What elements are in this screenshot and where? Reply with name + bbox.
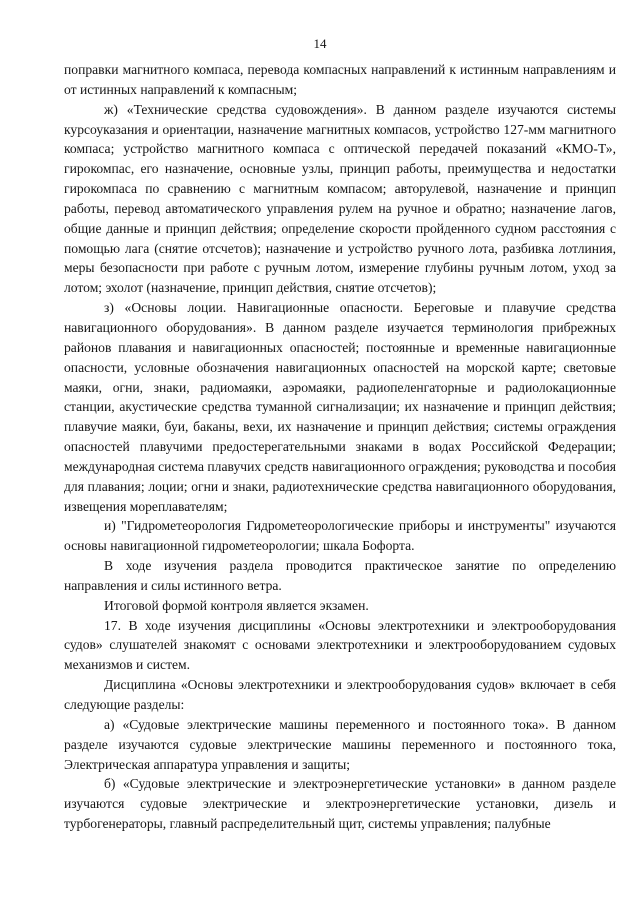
- paragraph-4: и) "Гидрометеорология Гидрометеорологические приборы и инструменты" изучаются основы навигационной гидрометеорологии; шкала Бофорта.: [64, 518, 616, 554]
- paragraph-10: б) «Судовые электрические и электроэнергетические установки» в данном разделе изучаются судовые электрические и электроэнергетические установки, дизель и турбогенераторы, главный распределительный щит, системы управления; палубные: [64, 776, 616, 832]
- paragraph-7: 17. В ходе изучения дисциплины «Основы электротехники и электрооборудования судов» слушателей знакомят с основами электротехники и электрооборудованием судовых механизмов и систем.: [64, 617, 616, 673]
- paragraph-9: а) «Судовые электрические машины переменного и постоянного тока». В данном разделе изучаются судовые электрические машины переменного и постоянного тока, Электрическая аппаратура управления и защиты;: [64, 716, 616, 772]
- paragraph-6: Итоговой формой контроля является экзамен.: [104, 597, 369, 613]
- paragraph-8: Дисциплина «Основы электротехники и электрооборудования судов» включает в себя следующие разделы:: [64, 677, 616, 712]
- page-number: 14: [313, 36, 327, 51]
- paragraph-3: з) «Основы лоции. Навигационные опасности. Береговые и плавучие средства навигационного оборудования». В данном разделе изучается терминология прибрежных районов плавания и навигационных опасностей; постоянные и временные навигационные опасности, условные обозначения навигационных опасностей на морской карте; световые маяки, огни, знаки, радиомаяки, аэромаяки, радиопеленгаторные и радиолокационные станции, акустические средства туманной сигнализации; их назначение и принцип действия; плавучие маяки, буи, баканы, вехи, их назначение и принцип действия; системы ограждения опасностей плавучими предостерегательными знаками в водах Российской Федерации; международная система плавучих средств навигационного ограждения; руководства и пособия для плавания; лоции; огни и знаки, радиотехнические средства навигационного оборудования, извещения мореплавателям;: [64, 300, 616, 514]
- paragraph-5: В ходе изучения раздела проводится практическое занятие по определению направления и силы истинного ветра.: [64, 558, 616, 593]
- paragraph-2: ж) «Технические средства судовождения». В данном разделе изучаются системы курсоуказания и ориентации, назначение магнитных компасов, устройство 127-мм магнитного компаса; устройство магнитного компаса с оптической передачей показаний «КМО-Т», гирокомпас, его назначение, основные узлы, принцип работы, преимущества и недостатки гирокомпаса по сравнению с магнитным компасом; авторулевой, назначение и принцип работы, перевод автоматического управления рулем на ручное и обратно; назначение лагов, общие данные и принцип действия; определение скорости пройденного судном расстояния с помощью лага (снятие отсчетов); назначение и устройство ручного лота, разбивка лотлиния, меры безопасности при работе с ручным лотом, измерение глубины ручным лотом, уход за лотом; эхолот (назначение, принцип действия, снятие отсчетов);: [64, 101, 616, 296]
- page-content: [64, 60, 616, 834]
- paragraph-1: поправки магнитного компаса, перевода компасных направлений к истинным направлениям и от истинных направлений к компасным;: [64, 62, 616, 97]
